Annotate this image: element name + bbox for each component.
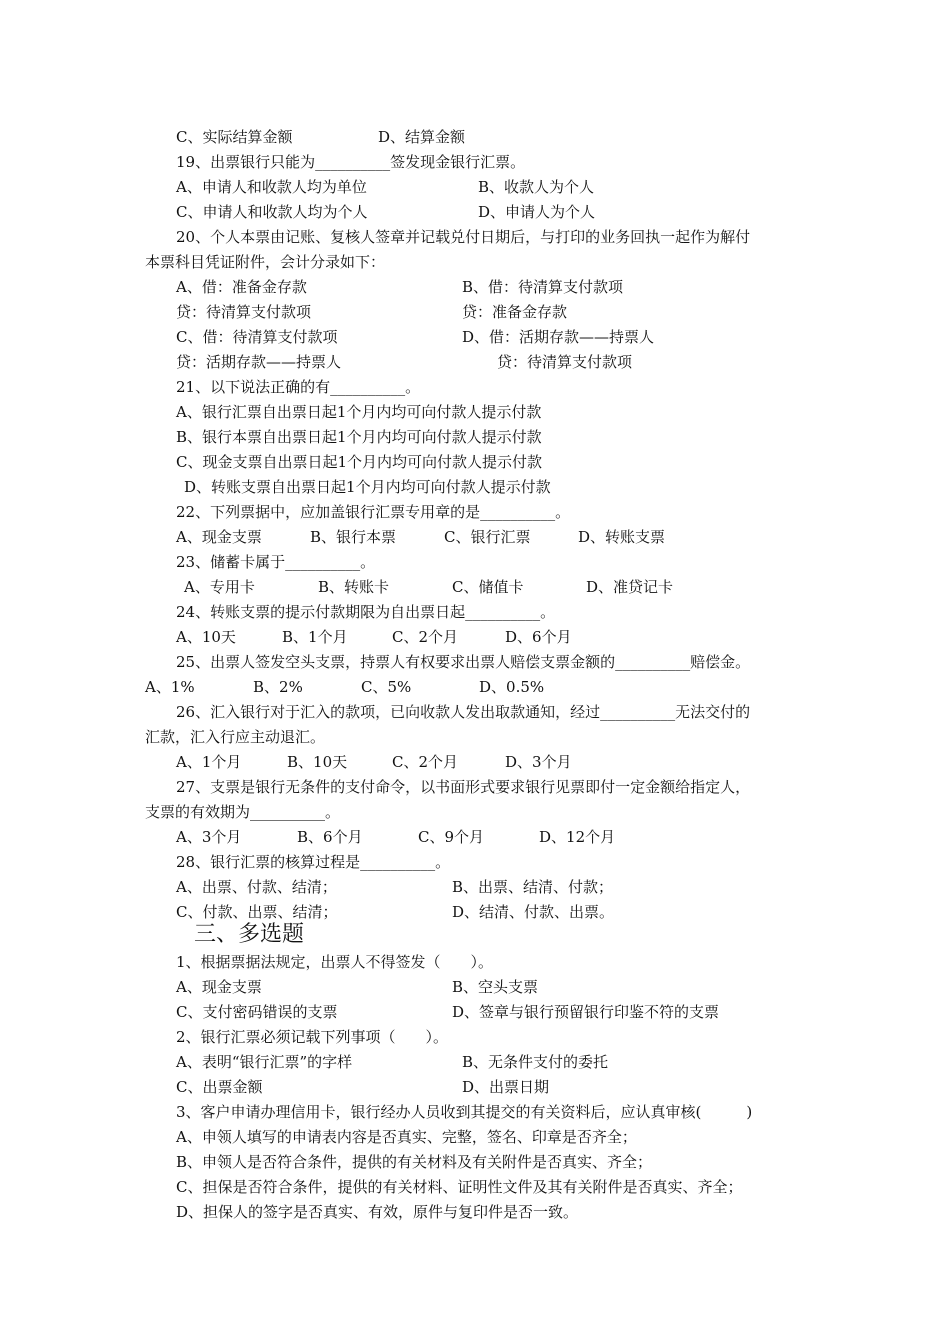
option-c-q23: C、储值卡 [452, 578, 524, 596]
option-c-q20: C、借：待清算支付款项 [176, 328, 338, 346]
option-b-q20-credit: 贷：准备金存款 [462, 303, 568, 321]
option-a-q25: A、1% [145, 678, 195, 696]
mc-option-d-q2: D、出票日期 [462, 1078, 550, 1096]
question-20-cont: 本票科目凭证附件，会计分录如下： [145, 253, 386, 271]
option-c-q24: C、2个月 [392, 628, 459, 646]
option-d-q26: D、3个月 [505, 753, 572, 771]
mc-question-3: 3、客户申请办理信用卡，银行经办人员收到其提交的有关资料后，应认真审核( ) [176, 1103, 753, 1121]
mc-option-a-q1: A、现金支票 [176, 978, 262, 996]
option-d-q28: D、结清、付款、出票。 [452, 903, 615, 921]
mc-option-d-q1: D、签章与银行预留银行印鉴不符的支票 [452, 1003, 720, 1021]
option-a-q20-credit: 贷：待清算支付款项 [176, 303, 312, 321]
option-b-q19: B、收款人为个人 [478, 178, 595, 196]
option-b-q26: B、10天 [287, 753, 348, 771]
option-d-q24: D、6个月 [505, 628, 572, 646]
question-26-cont: 汇款，汇入行应主动退汇。 [145, 728, 326, 746]
option-c-q22: C、银行汇票 [444, 528, 531, 546]
option-b-q28: B、出票、结清、付款； [452, 878, 614, 896]
option-d-q27: D、12个月 [539, 828, 616, 846]
option-d-q20: D、借：活期存款——持票人 [462, 328, 655, 346]
question-20: 20、个人本票由记账、复核人签章并记载兑付日期后，与打印的业务回执一起作为解付 [176, 228, 751, 246]
section-heading: 三、多选题 [194, 922, 305, 947]
option-b-q27: B、6个月 [297, 828, 363, 846]
question-21: 21、以下说法正确的有__________。 [176, 378, 421, 396]
option-a-q23: A、专用卡 [184, 578, 255, 596]
mc-question-2: 2、银行汇票必须记载下列事项（ ）。 [176, 1028, 449, 1046]
mc-option-d-q3: D、担保人的签字是否真实、有效，原件与复印件是否一致。 [176, 1203, 579, 1221]
option-d-q19: D、申请人为个人 [478, 203, 596, 221]
option-a-q19: A、申请人和收款人均为单位 [176, 178, 367, 196]
option-d-q25: D、0.5% [479, 678, 545, 696]
option-d-q22: D、转账支票 [578, 528, 666, 546]
mc-option-a-q3: A、申领人填写的申请表内容是否真实、完整，签名、印章是否齐全； [176, 1128, 637, 1146]
mc-option-c-q3: C、担保是否符合条件，提供的有关材料、证明性文件及其有关附件是否真实、齐全； [176, 1178, 743, 1196]
option-a-q22: A、现金支票 [176, 528, 262, 546]
mc-option-b-q3: B、申领人是否符合条件，提供的有关材料及有关附件是否真实、齐全； [176, 1153, 653, 1171]
option-a-q27: A、3个月 [176, 828, 242, 846]
mc-question-1: 1、根据票据法规定，出票人不得签发（ ）。 [176, 953, 494, 971]
option-a-q21: A、银行汇票自出票日起1个月内均可向付款人提示付款 [176, 403, 542, 421]
mc-option-a-q2: A、表明“银行汇票”的字样 [176, 1053, 353, 1071]
question-23: 23、储蓄卡属于__________。 [176, 553, 376, 571]
option-c-q26: C、2个月 [392, 753, 459, 771]
option-c-q20-credit: 贷：活期存款——持票人 [176, 353, 342, 371]
option-a-q24: A、10天 [176, 628, 236, 646]
mc-option-c-q1: C、支付密码错误的支票 [176, 1003, 338, 1021]
option-c-q19: C、申请人和收款人均为个人 [176, 203, 368, 221]
mc-option-b-q2: B、无条件支付的委托 [462, 1053, 609, 1071]
option-c-q25: C、5% [361, 678, 412, 696]
option-a-q28: A、出票、付款、结清； [176, 878, 337, 896]
option-b-q22: B、银行本票 [310, 528, 397, 546]
option-b-q24: B、1个月 [282, 628, 348, 646]
option-b-q25: B、2% [253, 678, 303, 696]
mc-option-b-q1: B、空头支票 [452, 978, 539, 996]
option-c-q28: C、付款、出票、结清； [176, 903, 338, 921]
option-d-q23: D、准贷记卡 [586, 578, 674, 596]
option-d-q18: D、结算金额 [378, 128, 466, 146]
mc-option-c-q2: C、出票金额 [176, 1078, 263, 1096]
question-26: 26、汇入银行对于汇入的款项，已向收款人发出取款通知，经过__________无法交付的 [176, 703, 751, 721]
question-27-cont: 支票的有效期为__________。 [145, 803, 341, 821]
question-19: 19、出票银行只能为__________签发现金银行汇票。 [176, 153, 526, 171]
option-d-q21: D、转账支票自出票日起1个月内均可向付款人提示付款 [184, 478, 551, 496]
question-25: 25、出票人签发空头支票，持票人有权要求出票人赔偿支票金额的__________赔偿金。 [176, 653, 751, 671]
question-22: 22、下列票据中，应加盖银行汇票专用章的是__________。 [176, 503, 571, 521]
option-b-q23: B、转账卡 [318, 578, 390, 596]
question-27: 27、支票是银行无条件的支付命令，以书面形式要求银行见票即付一定金额给指定人， [176, 778, 751, 796]
option-d-q20-credit: 贷：待清算支付款项 [497, 353, 633, 371]
option-b-q21: B、银行本票自出票日起1个月内均可向付款人提示付款 [176, 428, 542, 446]
option-a-q20: A、借：准备金存款 [176, 278, 307, 296]
question-24: 24、转账支票的提示付款期限为自出票日起__________。 [176, 603, 556, 621]
question-28: 28、银行汇票的核算过程是__________。 [176, 853, 451, 871]
option-b-q20: B、借：待清算支付款项 [462, 278, 624, 296]
option-c-q27: C、9个月 [418, 828, 485, 846]
option-c-q21: C、现金支票自出票日起1个月内均可向付款人提示付款 [176, 453, 543, 471]
option-a-q26: A、1个月 [176, 753, 242, 771]
option-c-q18: C、实际结算金额 [176, 128, 293, 146]
